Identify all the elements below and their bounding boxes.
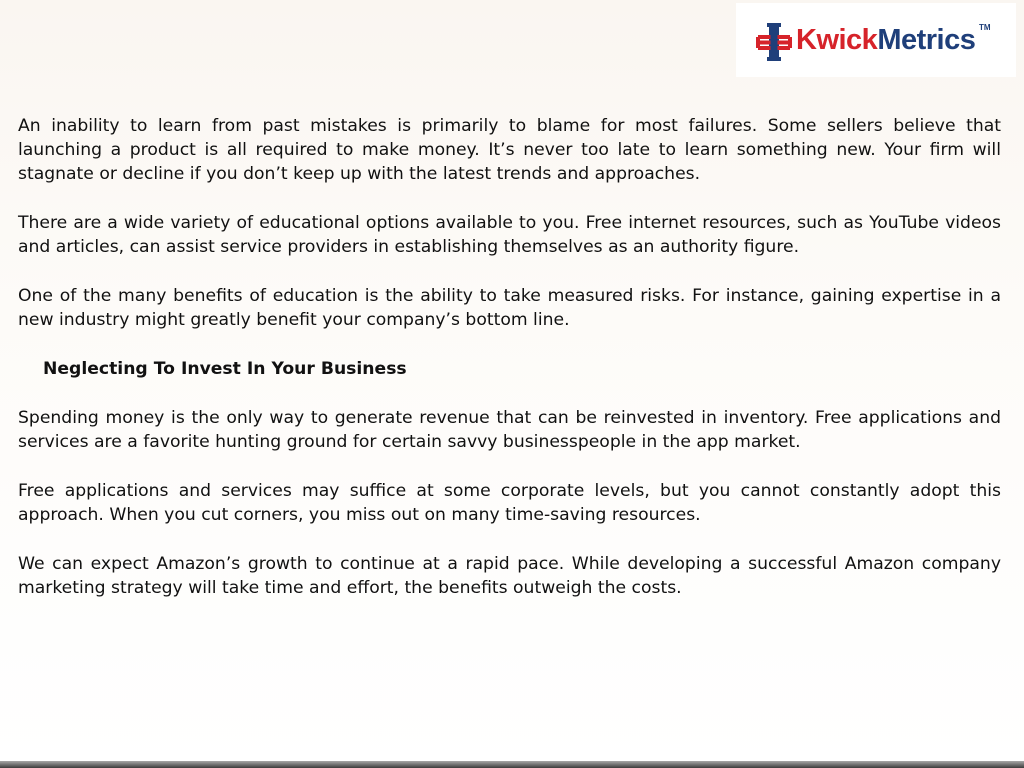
- paragraph-spending-money: Spending money is the only way to generate revenue that can be reinvested in inventory. Free applications and services are a favorite hunting ground for certain savvy businesspeople in the app market.: [18, 408, 1001, 452]
- paragraph-amazon-growth: We can expect Amazon’s growth to continue at a rapid pace. While developing a successful Amazon company marketing strategy will take time and effort, the benefits outweigh the costs.: [18, 554, 1001, 598]
- paragraph-education-benefits: One of the many benefits of education is the ability to take measured risks. For instance, gaining expertise in a new industry might greatly benefit your company’s bottom line.: [18, 286, 1001, 330]
- section-heading: Neglecting To Invest In Your Business: [43, 359, 407, 379]
- paragraph-free-applications: Free applications and services may suffice at some corporate levels, but you cannot constantly adopt this approach. When you cut corners, you miss out on many time-saving resources.: [18, 481, 1001, 525]
- kwickmetrics-logo: [736, 3, 1016, 77]
- logo-wordmark-metrics: Metrics: [877, 24, 976, 56]
- article-body: [18, 114, 1001, 625]
- logo-wordmark-kwick: Kwick: [796, 24, 878, 56]
- logo-trademark: TM: [979, 23, 991, 32]
- paragraph-learning-mistakes: An inability to learn from past mistakes is primarily to blame for most failures. Some sellers believe that launching a product is all required to make money. It’s never too late to learn something new. Your firm will stagnate or decline if you don’t keep up with the latest trends and approaches.: [18, 116, 1001, 184]
- bottom-divider-bar: [0, 761, 1024, 768]
- kwickmetrics-cross-logo-icon: [756, 23, 792, 61]
- paragraph-educational-options: There are a wide variety of educational options available to you. Free internet resources, such as YouTube videos and articles, can assist service providers in establishing themselves as an authority figure.: [18, 213, 1001, 257]
- logo-wordmark: [796, 22, 975, 58]
